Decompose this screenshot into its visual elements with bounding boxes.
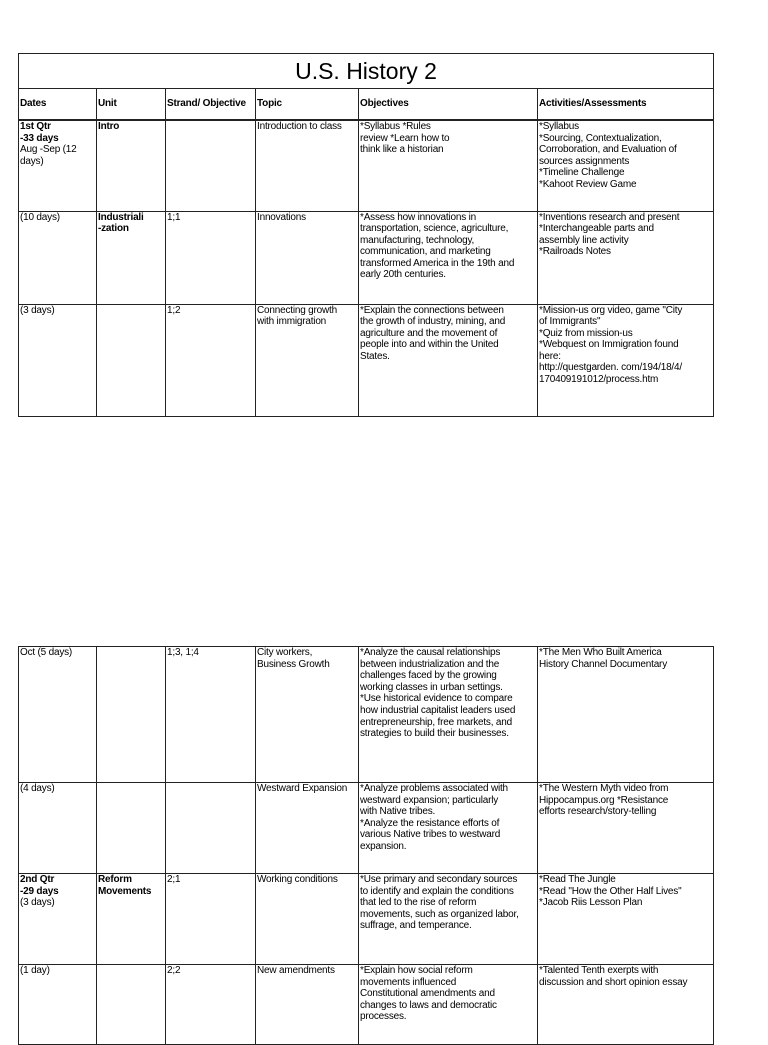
dates-cell: Oct (5 days) (19, 647, 97, 783)
unit-cell: Industriali -zation (97, 211, 166, 304)
strand-cell (166, 120, 256, 211)
table-row (19, 211, 714, 304)
dates-cell: (1 day) (19, 965, 97, 1045)
objectives-cell: *Syllabus *Rules review *Learn how to think like a historian (359, 120, 538, 211)
activities-cell: *Mission-us org video, game "City of Immigrants" *Quiz from mission-us *Webquest on Immigration found here: http://questgarden. com/194/18/4/ 170409191012/process.htm (538, 304, 714, 416)
dates-text: Aug -Sep (12 days) (20, 144, 77, 167)
objectives-cell: *Use primary and secondary sources to identify and explain the conditions that led to the rise of reform movements, such as organized labor, suffrage, and temperance. (359, 874, 538, 965)
objectives-cell: *Assess how innovations in transportation, science, agriculture, manufacturing, technology, communication, and marketing transformed America in the 19th and early 20th centuries. (359, 211, 538, 304)
topic-cell: Working conditions (256, 874, 359, 965)
activities-cell: *Talented Tenth exerpts with discussion and short opinion essay (538, 965, 714, 1045)
dates-cell (19, 874, 97, 965)
quarter-label: 2nd Qtr -29 days (20, 874, 59, 897)
table-row (19, 965, 714, 1045)
topic-cell: Westward Expansion (256, 783, 359, 874)
unit-cell: Reform Movements (97, 874, 166, 965)
strand-cell: 1;3, 1;4 (166, 647, 256, 783)
dates-text: (3 days) (20, 897, 55, 909)
strand-cell: 2;1 (166, 874, 256, 965)
table-row (19, 783, 714, 874)
header-topic: Topic (256, 89, 359, 121)
table-row (19, 304, 714, 416)
strand-cell: 1;1 (166, 211, 256, 304)
activities-cell: *The Men Who Built America History Channel Documentary (538, 647, 714, 783)
strand-cell (166, 783, 256, 874)
header-row (19, 89, 714, 121)
objectives-cell: *Explain the connections between the growth of industry, mining, and agriculture and the movement of people into and within the United States. (359, 304, 538, 416)
topic-cell: Connecting growth with immigration (256, 304, 359, 416)
topic-cell: Introduction to class (256, 120, 359, 211)
activities-cell: *The Western Myth video from Hippocampus.org *Resistance efforts research/story-telling (538, 783, 714, 874)
header-unit: Unit (97, 89, 166, 121)
objectives-cell: *Explain how social reform movements influenced Constitutional amendments and changes to laws and democratic processes. (359, 965, 538, 1045)
dates-cell: (3 days) (19, 304, 97, 416)
table-row (19, 874, 714, 965)
topic-cell: City workers, Business Growth (256, 647, 359, 783)
page-title: U.S. History 2 (19, 54, 714, 89)
dates-cell (19, 120, 97, 211)
schedule-table-page2 (18, 646, 714, 1045)
schedule-table-page1 (18, 53, 714, 417)
quarter-label: 1st Qtr -33 days (20, 121, 59, 144)
header-dates: Dates (19, 89, 97, 121)
objectives-cell: *Analyze the causal relationships between industrialization and the challenges faced by the growing working classes in urban settings. *Use historical evidence to compare how industrial capitalist leaders used entrepreneurship, free markets, and strategies to build their businesses. (359, 647, 538, 783)
table-row (19, 120, 714, 211)
strand-cell: 1;2 (166, 304, 256, 416)
topic-cell: Innovations (256, 211, 359, 304)
unit-cell (97, 647, 166, 783)
activities-cell: *Read The Jungle *Read "How the Other Half Lives" *Jacob Riis Lesson Plan (538, 874, 714, 965)
unit-cell (97, 965, 166, 1045)
dates-cell: (4 days) (19, 783, 97, 874)
header-activities: Activities/Assessments (538, 89, 714, 121)
activities-cell: *Inventions research and present *Interchangeable parts and assembly line activity *Railroads Notes (538, 211, 714, 304)
unit-cell: Intro (97, 120, 166, 211)
objectives-cell: *Analyze problems associated with westward expansion; particularly with Native tribes. *Analyze the resistance efforts of various Native tribes to westward expansion. (359, 783, 538, 874)
strand-cell: 2;2 (166, 965, 256, 1045)
topic-cell: New amendments (256, 965, 359, 1045)
unit-cell (97, 783, 166, 874)
dates-cell: (10 days) (19, 211, 97, 304)
table-row (19, 647, 714, 783)
header-strand: Strand/ Objective (166, 89, 256, 121)
activities-cell: *Syllabus *Sourcing, Contextualization, Corroboration, and Evaluation of sources assignments *Timeline Challenge *Kahoot Review Game (538, 120, 714, 211)
header-objectives: Objectives (359, 89, 538, 121)
unit-cell (97, 304, 166, 416)
